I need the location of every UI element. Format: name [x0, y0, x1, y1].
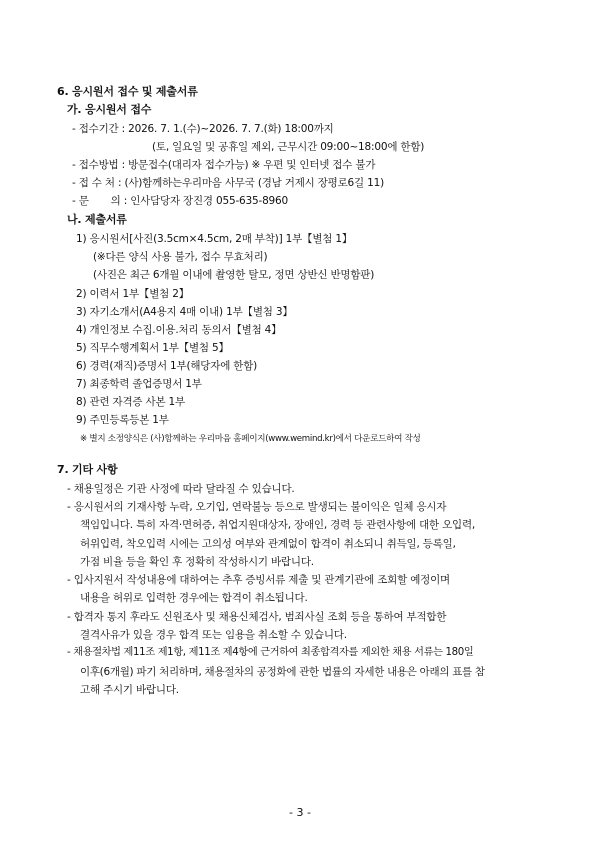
doc-item-6: 6) 경력(재직)증명서 1부(해당자에 한함)	[76, 360, 258, 372]
page-number: - 3 -	[289, 806, 311, 819]
doc-item-2: 2) 이력서 1부【별첨 2】	[76, 288, 190, 300]
misc-line-8: - 합격자 통지 후라도 신원조사 및 채용신체검사, 범죄사실 조회 등을 통하여 부적합한	[67, 611, 447, 623]
section-6-title: 6. 응시원서 접수 및 제출서류	[57, 85, 198, 98]
misc-line-4: 허위입력, 착오입력 시에는 고의성 여부와 관계없이 합격이 취소되니 취득일, 등록일,	[80, 538, 456, 550]
misc-line-9: 결격사유가 있을 경우 합격 또는 임용을 취소할 수 있습니다.	[80, 629, 347, 641]
misc-line-7: 내용을 허위로 입력한 경우에는 합격이 취소됩니다.	[80, 592, 308, 604]
subsection-a-title: 가. 응시원서 접수	[67, 103, 152, 116]
doc-item-5: 5) 직무수행계획서 1부【별첨 5】	[76, 342, 229, 354]
doc-item-1: 1) 응시원서[사진(3.5cm×4.5cm, 2매 부착)] 1부【별첨 1】	[76, 233, 353, 245]
misc-line-12: 고해 주시기 바랍니다.	[80, 684, 179, 696]
doc-item-4: 4) 개인정보 수집.이용.처리 동의서【별첨 4】	[76, 324, 282, 336]
doc-item-3: 3) 자기소개서(A4용지 4매 이내) 1부【별첨 3】	[76, 306, 293, 318]
doc-item-7: 7) 최종학력 졸업증명서 1부	[76, 378, 202, 390]
doc-item-1-note-b: (사진은 최근 6개월 이내에 촬영한 탈모, 정면 상반신 반명함판)	[93, 269, 375, 281]
section-7-title: 7. 기타 사항	[57, 463, 118, 476]
misc-line-2: - 응시원서의 기재사항 누락, 오기입, 연락불능 등으로 발생되는 불이익은 일체 응시자	[67, 501, 447, 513]
misc-line-10: - 채용절차법 제11조 제1항, 제11조 제4항에 근거하여 최종합격자를 제외한 채용 서류는 180일	[67, 647, 474, 658]
subsection-b-title: 나. 제출서류	[67, 213, 127, 226]
receipt-method: - 접수방법 : 방문접수(대리자 접수가능) ※ 우편 및 인터넷 접수 불가	[72, 159, 376, 171]
doc-item-9: 9) 주민등록등본 1부	[76, 414, 169, 426]
doc-item-1-note-a: (※다른 양식 사용 불가, 접수 무효처리)	[93, 251, 268, 263]
misc-line-3: 책임입니다. 특히 자격·면허증, 취업지원대상자, 장애인, 경력 등 관련사항에 대한 오입력,	[80, 519, 476, 531]
receipt-period-note: (토, 일요일 및 공휴일 제외, 근무시간 09:00~18:00에 한함)	[152, 141, 425, 153]
form-download-note: ※ 별지 소정양식은 (사)함께하는 우리마음 홈페이지(www.wemind.kr)에서 다운로드하여 작성	[80, 434, 421, 444]
misc-line-11: 이후(6개월) 파기 처리하며, 채용절차의 공정화에 관한 법률의 자세한 내용은 아래의 표를 참	[80, 666, 485, 678]
misc-line-6: - 입사지원서 작성내용에 대하여는 추후 증빙서류 제출 및 관계기관에 조회할 예정이며	[67, 574, 450, 586]
inquiry-contact: - 문 의 : 인사담당자 장진경 055-635-8960	[72, 195, 288, 207]
misc-line-5: 가점 비율 등을 확인 후 정확히 작성하시기 바랍니다.	[80, 556, 314, 568]
doc-item-8: 8) 관련 자격증 사본 1부	[76, 396, 185, 408]
receipt-place: - 접 수 처 : (사)함께하는우리마음 사무국 (경남 거제시 장평로6길 11)	[72, 177, 384, 189]
receipt-period: - 접수기간 : 2026. 7. 1.(수)~2026. 7. 7.(화) 18:00까지	[72, 123, 334, 135]
misc-line-1: - 채용일정은 기관 사정에 따라 달라질 수 있습니다.	[67, 483, 295, 495]
